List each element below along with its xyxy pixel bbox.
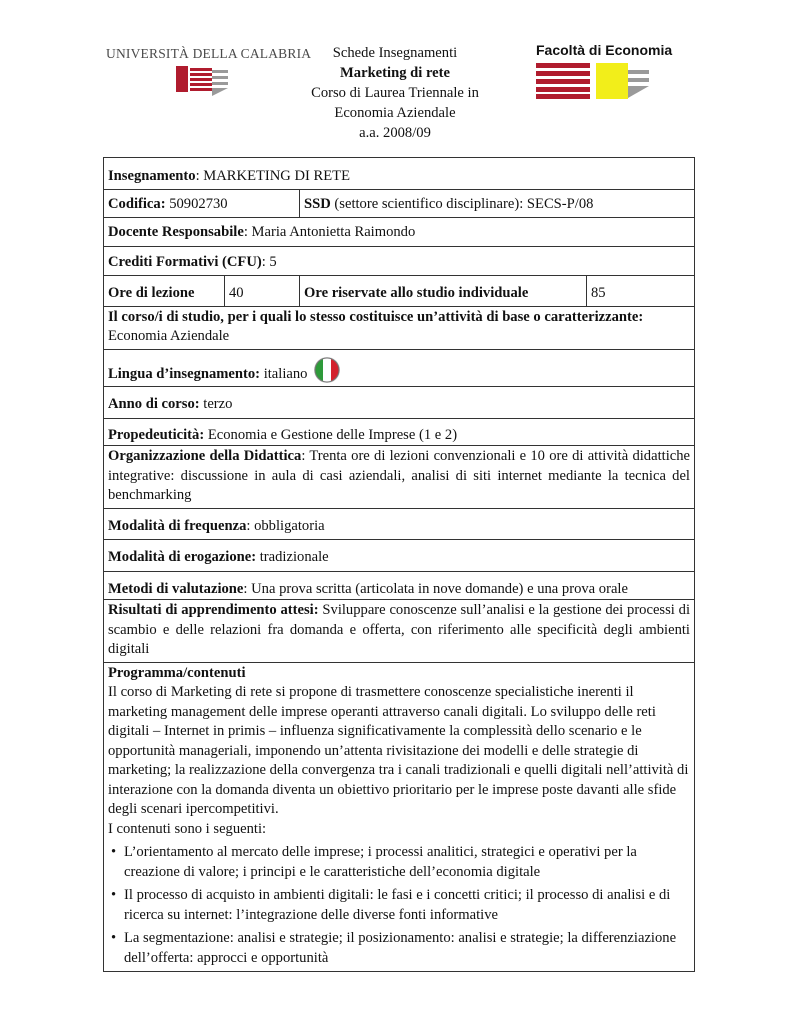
crediti-value: : 5: [261, 253, 277, 270]
insegnamento-value: : MARKETING DI RETE: [195, 168, 351, 184]
row-anno: [104, 387, 695, 419]
docente-value: : Maria Antonietta Raimondo: [243, 224, 416, 240]
faculty-name: Facoltà di Economia: [536, 42, 673, 58]
propedeuticita-value: Economia e Gestione delle Imprese (1 e 2): [204, 426, 458, 443]
programma-intro: Il corso di Marketing di rete si propone di trasmettere conoscenze specialistiche inerenti il marketing management delle imprese operanti attraverso canali digitali. Lo sviluppo delle reti digitali – Internet in primis – influenza significativamente la complessità dello scenario e le opportunità manageriali, imponendo un’attenta rivisitazione dei modelli e delle strategie di marketing; la realizzazione della convergenza tra i canali tradizionali e quelli digitali nell’attività di interazione con la domanda diventa un obiettivo prioritario per le imprese poste davanti alle sfide degli scenari ipercompetitivi.: [108, 684, 689, 817]
organizzazione-value: : Trenta ore di lezioni convenzionali e 10 ore di attività didattiche integrative: discussione in aula di casi aziendali, analisi di siti internet mediante la tecnica del benchmarking: [108, 448, 690, 503]
university-name: UNIVERSITÀ DELLA CALABRIA: [106, 46, 312, 61]
list-item: • Il processo di acquisto in ambienti digitali: le fasi e i concetti critici; il processo di analisi e di ricerca su internet: l’integrazione delle diverse fonti informative: [124, 886, 690, 925]
academic-year: a.a. 2008/09: [359, 125, 431, 141]
programma-label: Programma/contenuti: [108, 664, 246, 681]
codifica-label: Codifica:: [108, 195, 166, 212]
list-item: • La segmentazione: analisi e strategie; il posizionamento: analisi e strategie; la differenziazione dell’offerta: approcci e opportunità: [124, 929, 690, 968]
degree-line-1: Corso di Laurea Triennale in: [311, 85, 479, 101]
row-risultati: [104, 600, 695, 663]
row-valutazione: [104, 571, 695, 600]
erogazione-label: Modalità di erogazione:: [108, 549, 257, 565]
row-programma: [104, 662, 695, 972]
valutazione-label: Metodi di valutazione: [108, 580, 244, 597]
row-propedeuticita: [104, 418, 695, 446]
docente-label: Docente Responsabile: [108, 224, 244, 240]
insegnamento-label: Insegnamento: [108, 168, 196, 184]
propedeuticita-label: Propedeuticità:: [108, 426, 205, 443]
ore-lezione-value: 40: [229, 285, 244, 301]
ore-lezione-label: Ore di lezione: [108, 285, 195, 301]
row-lingua: [104, 349, 695, 387]
erogazione-value: tradizionale: [256, 549, 329, 565]
row-frequenza: [104, 508, 695, 540]
lingua-label: Lingua d’insegnamento:: [108, 365, 261, 382]
ore-studio-value: 85: [591, 285, 606, 301]
ssd-label: SSD: [304, 195, 331, 212]
risultati-label: Risultati di apprendimento attesi:: [108, 602, 319, 618]
faculty-emblem-icon: [536, 62, 651, 100]
header-title: Schede Insegnamenti: [332, 45, 458, 61]
row-organizzazione: [104, 446, 695, 509]
row-codifica: [104, 189, 695, 218]
italian-flag-icon: [313, 356, 341, 384]
university-logo: [106, 46, 312, 62]
organizzazione-label: Organizzazione della Didattica: [108, 448, 302, 464]
corso-label: Il corso/i di studio, per i quali lo stesso costituisce un’attività di base o caratterizzante:: [108, 308, 644, 325]
course-name: Marketing di rete: [340, 65, 450, 81]
row-erogazione: [104, 540, 695, 572]
document-header: [300, 43, 490, 143]
programma-contents-intro: I contenuti sono i seguenti:: [108, 820, 267, 837]
frequenza-value: : obbligatoria: [246, 517, 325, 534]
anno-value: terzo: [199, 396, 233, 412]
ssd-value: (settore scientifico disciplinare): SECS-P/08: [330, 195, 594, 212]
list-item: • L’orientamento al mercato delle imprese; i processi analitici, strategici e operativi per la creazione di valore; i principi e le caratteristiche dell’economia digitale: [124, 843, 690, 882]
lingua-value: italiano: [260, 365, 308, 382]
valutazione-value: : Una prova scritta (articolata in nove domande) e una prova orale: [243, 580, 628, 597]
crediti-label: Crediti Formativi (CFU): [108, 253, 262, 270]
row-ore: [104, 276, 695, 307]
ore-studio-label: Ore riservate allo studio individuale: [304, 285, 529, 301]
degree-line-2: Economia Aziendale: [334, 105, 456, 121]
row-corso: [104, 306, 695, 349]
corso-value: Economia Aziendale: [108, 328, 230, 344]
university-emblem-icon: [176, 66, 232, 96]
codifica-value: 50902730: [165, 195, 228, 212]
frequenza-label: Modalità di frequenza: [108, 517, 247, 534]
row-docente: [104, 218, 695, 247]
anno-label: Anno di corso:: [108, 396, 200, 412]
course-sheet-table: [103, 157, 695, 972]
risultati-value: Sviluppare conoscenze sull’analisi e la gestione dei processi di scambio e delle relazioni fra domanda e offerta, con riferimento alle specificità degli ambienti digitali: [108, 602, 690, 657]
programma-list: [108, 843, 690, 968]
row-insegnamento: [104, 161, 695, 189]
row-crediti: [104, 246, 695, 276]
